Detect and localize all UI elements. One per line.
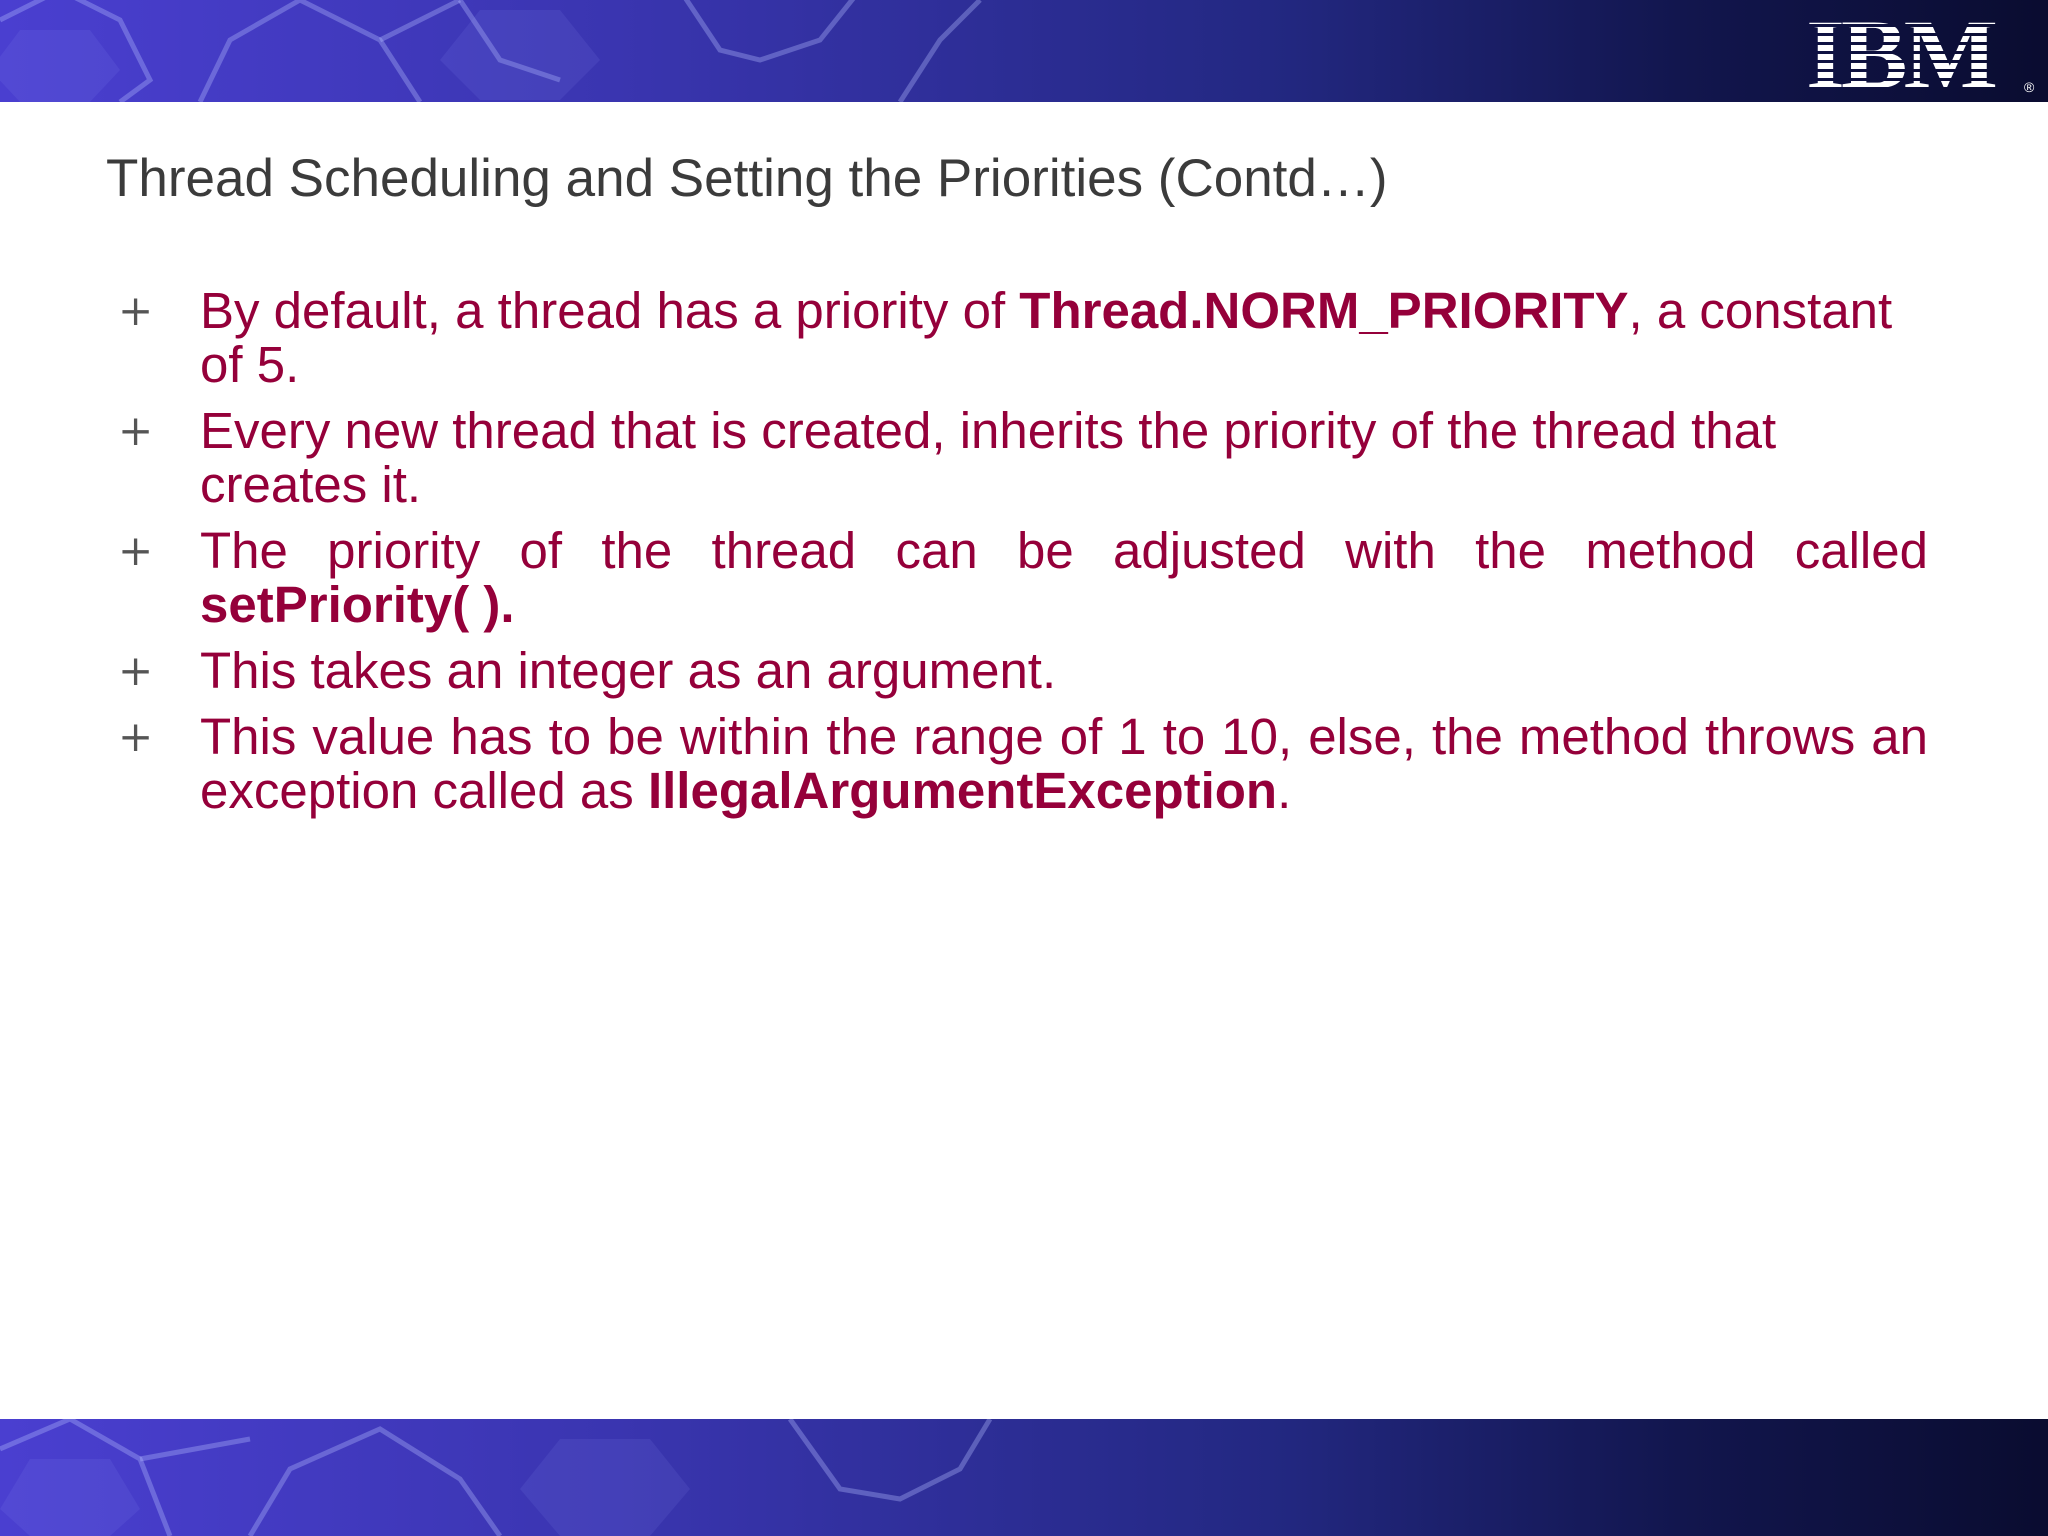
bullet-bold-text: IllegalArgumentException [647,762,1278,819]
plus-bullet-icon: + [118,712,154,761]
hexagon-pattern [0,0,2048,102]
ibm-logo [1798,0,2038,100]
svg-text:IBM: IBM [1806,0,1994,100]
list-item [118,284,1928,392]
list-item [118,644,1928,698]
plus-bullet-icon: + [118,286,154,335]
bullet-text: By default, a thread has a priority of Thread.NORM_PRIORITY, a constant of 5. [200,282,1893,393]
svg-text:®: ® [2024,79,2035,95]
plus-bullet-icon: + [118,406,154,455]
plus-bullet-icon: + [118,646,154,695]
plus-bullet-icon: + [118,526,154,575]
bullet-bold-text: setPriority( ). [200,576,515,633]
header-band [0,0,2048,102]
list-item [118,404,1928,512]
bullet-text: This takes an integer as an argument. [200,642,1057,699]
list-item [118,710,1928,818]
bullet-text: The priority of the thread can be adjusted with the method called setPriority( ). [200,522,1928,633]
hexagon-pattern [0,1419,2048,1536]
slide-title: Thread Scheduling and Setting the Priorities (Contd…) [106,149,1388,208]
footer-band [0,1419,2048,1536]
bullet-list [118,284,1928,830]
bullet-text: This value has to be within the range of 1 to 10, else, the method throws an exception called as IllegalArgumentException. [200,708,1928,819]
bullet-text: Every new thread that is created, inherits the priority of the thread that creates it. [200,402,1777,513]
bullet-bold-text: Thread.NORM_PRIORITY [1019,282,1629,339]
list-item [118,524,1928,632]
